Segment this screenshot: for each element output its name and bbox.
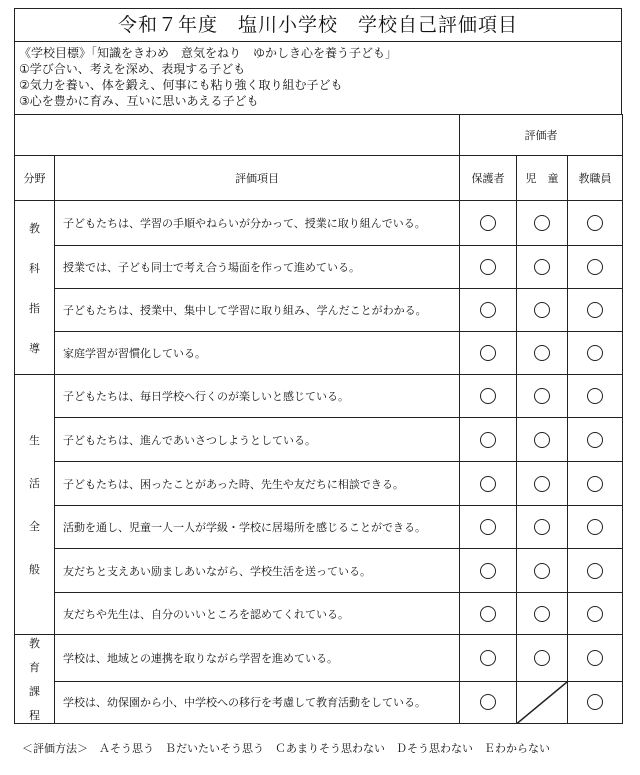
category-char: 課 bbox=[29, 685, 40, 698]
answer-circle bbox=[480, 215, 496, 231]
answer-circle bbox=[587, 345, 603, 361]
category-char: 科 bbox=[29, 261, 40, 275]
answer-circle bbox=[587, 519, 603, 535]
category-char: 生 bbox=[29, 434, 40, 447]
answer-circle bbox=[534, 259, 550, 275]
guardian-cell bbox=[460, 462, 517, 506]
guardian-cell bbox=[460, 549, 517, 593]
student-cell bbox=[517, 201, 568, 246]
answer-circle bbox=[534, 650, 550, 666]
evaluation-item: 友だちや先生は、自分のいいところを認めてくれている。 bbox=[55, 593, 460, 635]
staff-cell bbox=[568, 246, 623, 289]
category-char: 般 bbox=[29, 563, 40, 576]
answer-circle bbox=[480, 302, 496, 318]
answer-circle bbox=[534, 432, 550, 448]
evaluation-sheet bbox=[14, 8, 622, 724]
header-blank bbox=[15, 115, 460, 156]
student-cell-not-applicable bbox=[517, 681, 568, 723]
student-cell bbox=[517, 332, 568, 375]
answer-circle bbox=[534, 476, 550, 492]
evaluation-item: 学校は、幼保園から小、中学校への移行を考慮して教育活動をしている。 bbox=[55, 681, 460, 723]
category-char: 指 bbox=[29, 301, 40, 315]
goal-line: ③心を豊かに育み、互いに思いあえる子ども bbox=[19, 94, 259, 108]
evaluation-item: 子どもたちは、授業中、集中して学習に取り組み、学んだことがわかる。 bbox=[55, 289, 460, 332]
evaluation-item: 子どもたちは、毎日学校へ行くのが楽しいと感じている。 bbox=[55, 375, 460, 418]
answer-circle bbox=[587, 563, 603, 579]
diagonal-slash bbox=[517, 682, 567, 723]
category-curriculum bbox=[15, 635, 55, 724]
category-char: 程 bbox=[29, 709, 40, 722]
student-cell bbox=[517, 506, 568, 549]
category-char: 活 bbox=[29, 477, 40, 490]
page-title: 令和７年度 塩川小学校 学校自己評価項目 bbox=[14, 8, 622, 42]
answer-circle bbox=[587, 606, 603, 622]
guardian-cell bbox=[460, 593, 517, 635]
guardian-cell bbox=[460, 506, 517, 549]
staff-cell bbox=[568, 593, 623, 635]
category-char: 育 bbox=[29, 661, 40, 674]
answer-circle bbox=[587, 476, 603, 492]
evaluation-item: 子どもたちは、学習の手順やねらいが分かって、授業に取り組んでいる。 bbox=[55, 201, 460, 246]
answer-circle bbox=[480, 650, 496, 666]
evaluation-item: 活動を通し、児童一人一人が学級・学校に居場所を感じることができる。 bbox=[55, 506, 460, 549]
answer-circle bbox=[534, 606, 550, 622]
guardian-cell bbox=[460, 246, 517, 289]
evaluation-item: 家庭学習が習慣化している。 bbox=[55, 332, 460, 375]
evaluation-item: 友だちと支えあい励ましあいながら、学校生活を送っている。 bbox=[55, 549, 460, 593]
staff-cell bbox=[568, 375, 623, 418]
answer-circle bbox=[534, 215, 550, 231]
guardian-header: 保護者 bbox=[460, 156, 517, 201]
answer-circle bbox=[534, 302, 550, 318]
guardian-cell bbox=[460, 332, 517, 375]
category-char: 教 bbox=[29, 637, 40, 650]
answer-circle bbox=[534, 388, 550, 404]
student-cell bbox=[517, 549, 568, 593]
evaluation-item: 授業では、子ども同士で考え合う場面を作って進めている。 bbox=[55, 246, 460, 289]
answer-circle bbox=[587, 432, 603, 448]
student-cell bbox=[517, 635, 568, 682]
answer-circle bbox=[480, 259, 496, 275]
goal-line: 《学校目標》「知識をきわめ 意気をねり ゆかしき心を養う子ども」 bbox=[19, 46, 398, 60]
staff-cell bbox=[568, 201, 623, 246]
answer-circle bbox=[587, 388, 603, 404]
evaluation-item: 子どもたちは、困ったことがあった時、先生や友だちに相談できる。 bbox=[55, 462, 460, 506]
guardian-cell bbox=[460, 375, 517, 418]
field-header: 分野 bbox=[15, 156, 55, 201]
answer-circle bbox=[480, 694, 496, 710]
answer-circle bbox=[534, 345, 550, 361]
answer-circle bbox=[534, 519, 550, 535]
student-cell bbox=[517, 593, 568, 635]
evaluation-item: 子どもたちは、進んであいさつしようとしている。 bbox=[55, 418, 460, 462]
item-header: 評価項目 bbox=[55, 156, 460, 201]
category-subject-teaching bbox=[15, 201, 55, 375]
guardian-cell bbox=[460, 681, 517, 723]
goal-line: ②気力を養い、体を鍛え、何事にも粘り強く取り組む子ども bbox=[19, 78, 343, 92]
student-cell bbox=[517, 246, 568, 289]
answer-circle bbox=[480, 563, 496, 579]
answer-circle bbox=[587, 302, 603, 318]
answer-circle bbox=[587, 259, 603, 275]
category-char: 教 bbox=[29, 221, 40, 235]
answer-circle bbox=[534, 563, 550, 579]
staff-header: 教職員 bbox=[568, 156, 623, 201]
staff-cell bbox=[568, 681, 623, 723]
answer-circle bbox=[587, 694, 603, 710]
evaluation-method-note: ＜評価方法＞ Ａそう思う Ｂだいたいそう思う Ｃあまりそう思わない Ｄそう思わない Ｅわからない bbox=[22, 742, 550, 755]
staff-cell bbox=[568, 506, 623, 549]
category-char: 導 bbox=[29, 341, 40, 355]
answer-circle bbox=[480, 476, 496, 492]
staff-cell bbox=[568, 635, 623, 682]
evaluation-item: 学校は、地域との連携を取りながら学習を進めている。 bbox=[55, 635, 460, 682]
goal-line: ①学び合い、考えを深め、表現する子ども bbox=[19, 62, 246, 76]
staff-cell bbox=[568, 549, 623, 593]
guardian-cell bbox=[460, 201, 517, 246]
guardian-cell bbox=[460, 635, 517, 682]
answer-circle bbox=[480, 345, 496, 361]
student-cell bbox=[517, 462, 568, 506]
answer-circle bbox=[480, 519, 496, 535]
guardian-cell bbox=[460, 418, 517, 462]
student-header: 児 童 bbox=[517, 156, 568, 201]
student-cell bbox=[517, 375, 568, 418]
evaluator-header: 評価者 bbox=[460, 115, 623, 156]
category-school-life bbox=[15, 375, 55, 635]
student-cell bbox=[517, 289, 568, 332]
staff-cell bbox=[568, 418, 623, 462]
staff-cell bbox=[568, 462, 623, 506]
answer-circle bbox=[587, 215, 603, 231]
school-goals bbox=[14, 42, 622, 114]
student-cell bbox=[517, 418, 568, 462]
answer-circle bbox=[480, 606, 496, 622]
answer-circle bbox=[587, 650, 603, 666]
category-char: 全 bbox=[29, 520, 40, 533]
evaluation-table bbox=[14, 114, 623, 724]
staff-cell bbox=[568, 332, 623, 375]
staff-cell bbox=[568, 289, 623, 332]
guardian-cell bbox=[460, 289, 517, 332]
answer-circle bbox=[480, 432, 496, 448]
answer-circle bbox=[480, 388, 496, 404]
